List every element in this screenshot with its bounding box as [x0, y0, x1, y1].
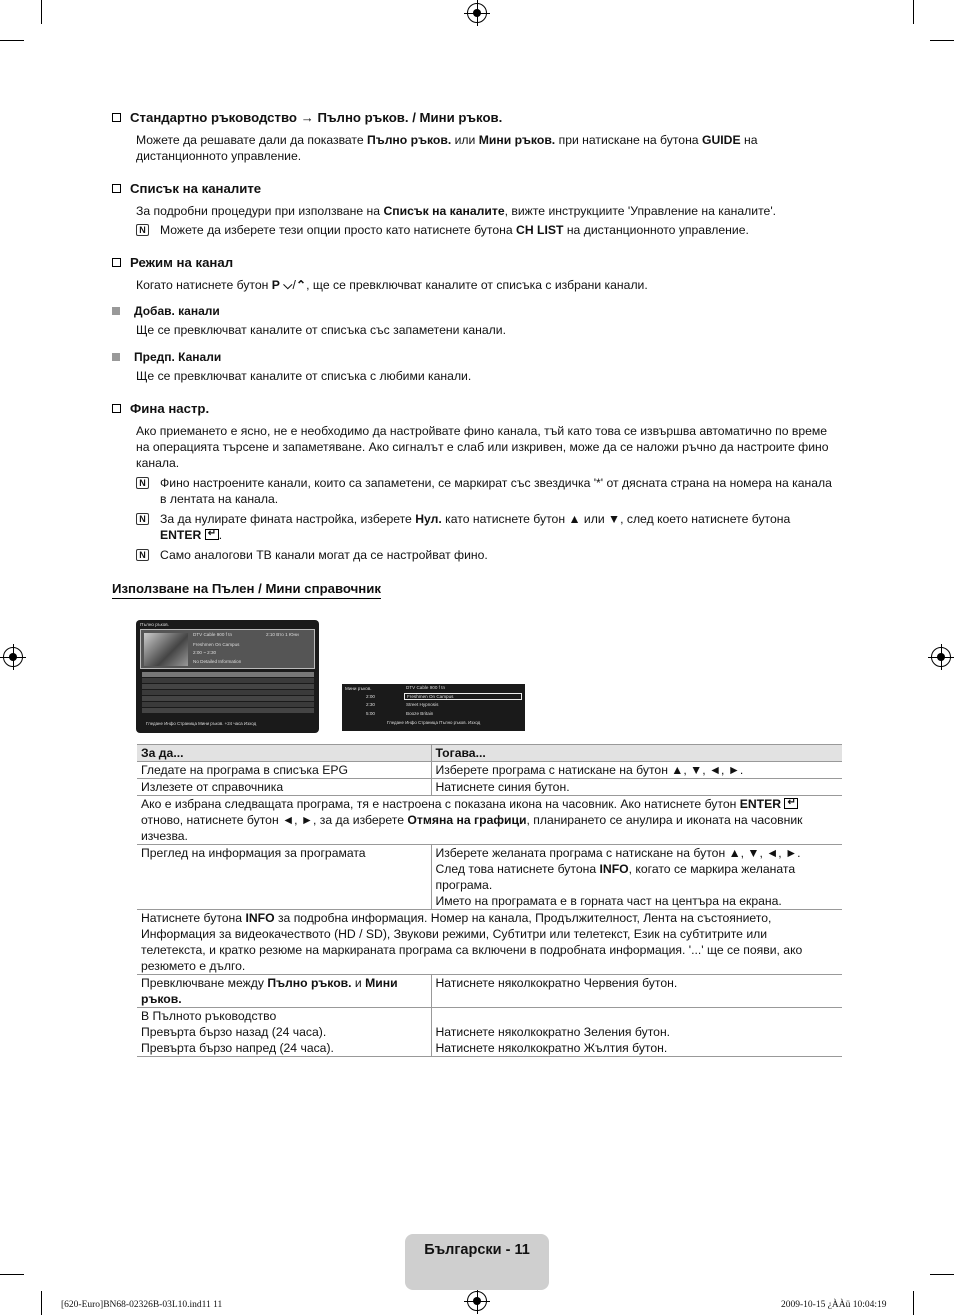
table-cell: Излезете от справочника — [137, 779, 431, 796]
table-row — [137, 1008, 842, 1057]
note: N За да нулирате фината настройка, изберете Нул. като натиснете бутон ▲ или ▼, след което натиснете бутона ENTER ↵ . — [136, 511, 836, 543]
guide-footer: Гледане Инфо Страница Пълно ръков. Изход — [387, 720, 481, 725]
full-guide-screenshot — [136, 620, 319, 733]
paragraph: на операцията търсене и запаметяване. Ако сигналът е слаб или изкривен, може да се наложи ръчно да настроите фино — [136, 440, 829, 454]
note: N Можете да изберете тези опции просто като натиснете бутона CH LIST на дистанционното управление. — [136, 222, 836, 238]
channel-label: DTV Cable 900 f tn — [406, 685, 446, 690]
print-footer-left: [620-Euro]BN68-02326B-03L10.ind11 11 — [61, 1300, 223, 1310]
note-icon: N — [136, 549, 149, 561]
table-row — [137, 910, 842, 975]
program-thumbnail — [144, 633, 188, 666]
table-row — [137, 779, 842, 796]
paragraph: За подробни процедури при използване на Списък на каналите, вижте инструкциите 'Управление на каналите'. — [136, 204, 777, 218]
chevron-down-icon: ⌵ — [283, 278, 293, 292]
screen-title: Пълно ръков. — [140, 622, 169, 627]
note: N Само аналогови ТВ канали могат да се настройват фино. — [136, 547, 836, 563]
registration-mark-icon — [931, 647, 951, 667]
crop-mark — [41, 1291, 42, 1315]
note: N Фино настроените канали, които са запаметени, се маркират със звездичка '*' от дясната страна на номера на канала в лентата на канала. — [136, 475, 836, 507]
grid-row — [142, 708, 314, 713]
crop-mark — [930, 40, 954, 41]
square-bullet-icon — [112, 353, 120, 361]
table-cell: Изберете желаната програма с натискане на бутон ▲, ▼, ◄, ►. След това натиснете бутона INFO, когато се маркира желаната програма. Името на програмата е в горната част на центъра на екрана. — [431, 845, 842, 910]
registration-mark-icon — [467, 3, 487, 23]
checkbox-bullet-icon — [112, 184, 121, 193]
enter-icon — [205, 529, 219, 540]
crop-mark — [913, 0, 914, 24]
paragraph: Можете да решавате дали да показвате Пълно ръков. или Мини ръков. при натискане на бутона GUIDE на — [136, 133, 758, 147]
table-row — [137, 762, 842, 779]
section-heading: Режим на канал — [112, 255, 233, 271]
time-label: 2:10 Втo 1 Юни — [266, 632, 299, 637]
crop-mark — [913, 1291, 914, 1315]
table-cell: Натиснете бутона INFO за подробна информация. Номер на канала, Продължителност, Лента на състоянието, Информация за видеокачеството (HD / SD), Звукови режими, Субтитри или телетекст, Език на субтитрите или телетекста, и кратко резюме на маркираната програма са включени в подробната информация. '...' ще се появи, ако резюмето е дълго. — [137, 910, 842, 975]
table-cell: Изберете програма с натискане на бутон ▲, ▼, ◄, ►. — [431, 762, 842, 779]
table-cell: Натиснете няколкократно Червения бутон. — [431, 975, 842, 1008]
grid-row — [142, 702, 314, 707]
time-label: 5:00 — [366, 711, 375, 716]
sub-heading: Добав. канали — [112, 303, 220, 319]
table-row — [137, 796, 842, 845]
paragraph: Ако приемането е ясно, не е необходимо да настройвате фино канала, тъй като това се извършва автоматично по време — [136, 424, 828, 438]
info-label: No Detailed Information — [193, 659, 242, 664]
table-cell: Ако е избрана следващата програма, тя е настроена с показана икона на часовник. Ако натиснете бутон ENTER ↵ отново, натиснете бутон ◄, ►, за да изберете Отмяна на графици, планирането се анулира и иконата на часовник изчезва. — [137, 796, 842, 845]
table-row — [137, 975, 842, 1008]
grid-row — [142, 684, 314, 689]
mini-guide-screenshot — [342, 684, 525, 731]
checkbox-bullet-icon — [112, 258, 121, 267]
note-icon: N — [136, 513, 149, 525]
table-row — [137, 845, 842, 910]
section-heading: Фина настр. — [112, 401, 209, 417]
time-label: 2:30 — [366, 702, 375, 707]
page-number-label: Български - 11 — [405, 1234, 549, 1290]
paragraph: Ще се превключват каналите от списъка със запаметени канали. — [136, 323, 506, 337]
grid-row — [142, 678, 314, 683]
note-icon: N — [136, 224, 149, 236]
square-bullet-icon — [112, 307, 120, 315]
grid-row — [142, 696, 314, 701]
table-header-row — [137, 745, 842, 762]
registration-mark-icon — [467, 1291, 487, 1311]
table-header: За да... — [137, 745, 431, 762]
highlighted-program: Freshmen On Campus — [404, 693, 522, 700]
table-cell: Гледате на програма в списъка EPG — [137, 762, 431, 779]
program-label: Booze Britain — [406, 711, 434, 716]
print-footer-right: 2009-10-15 ¿ÀÀü 10:04:19 — [781, 1300, 887, 1310]
channel-label: DTV Cable 900 f tn — [193, 632, 233, 637]
paragraph: дистанционното управление. — [136, 149, 302, 163]
table-cell: Преглед на информация за програмата — [137, 845, 431, 910]
table-cell: Натиснете няколкократно Зеления бутон. Натиснете няколкократно Жълтия бутон. — [431, 1008, 842, 1057]
time-label: 2:00 — [366, 694, 375, 699]
guide-footer: Гледане Инфо Страница Мини ръков. +24 часа Изход — [146, 721, 257, 726]
program-label: Street Hypnosis — [406, 702, 439, 707]
checkbox-bullet-icon — [112, 113, 121, 122]
program-info-panel — [140, 629, 315, 669]
checkbox-bullet-icon — [112, 404, 121, 413]
paragraph: Когато натиснете бутон P ⌵/⌃, ще се превключват каналите от списъка с избрани канали. — [136, 278, 648, 292]
table-header: Тогава... — [431, 745, 842, 762]
program-label: Freshmen On Campus — [193, 642, 240, 647]
screen-title: Мини ръков. — [345, 686, 372, 691]
table-cell: Превключване между Пълно ръков. и Мини ръков. — [137, 975, 431, 1008]
paragraph: канала. — [136, 456, 180, 470]
section-heading: Стандартно ръководство → Пълно ръков. / Мини ръков. — [112, 110, 502, 126]
crop-mark — [41, 0, 42, 24]
paragraph: Ще се превключват каналите от списъка с любими канали. — [136, 369, 472, 383]
note-icon: N — [136, 477, 149, 489]
grid-row — [142, 690, 314, 695]
table-cell: Натиснете синия бутон. — [431, 779, 842, 796]
crop-mark — [0, 40, 24, 41]
table-cell: В Пълното ръководство Превърта бързо назад (24 часа). Превърта бързо напред (24 часа). — [137, 1008, 431, 1057]
enter-icon — [784, 798, 798, 809]
sub-heading: Предп. Канали — [112, 349, 221, 365]
grid-row — [142, 672, 314, 677]
chevron-up-icon: ⌃ — [295, 278, 307, 292]
section-heading: Списък на каналите — [112, 181, 261, 197]
slot-label: 2:00 ~ 2:30 — [193, 650, 217, 655]
crop-mark — [0, 1274, 24, 1275]
crop-mark — [930, 1274, 954, 1275]
registration-mark-icon — [3, 647, 23, 667]
guide-reference-table — [137, 744, 842, 1057]
section-title: Използване на Пълен / Мини справочник — [112, 581, 381, 599]
